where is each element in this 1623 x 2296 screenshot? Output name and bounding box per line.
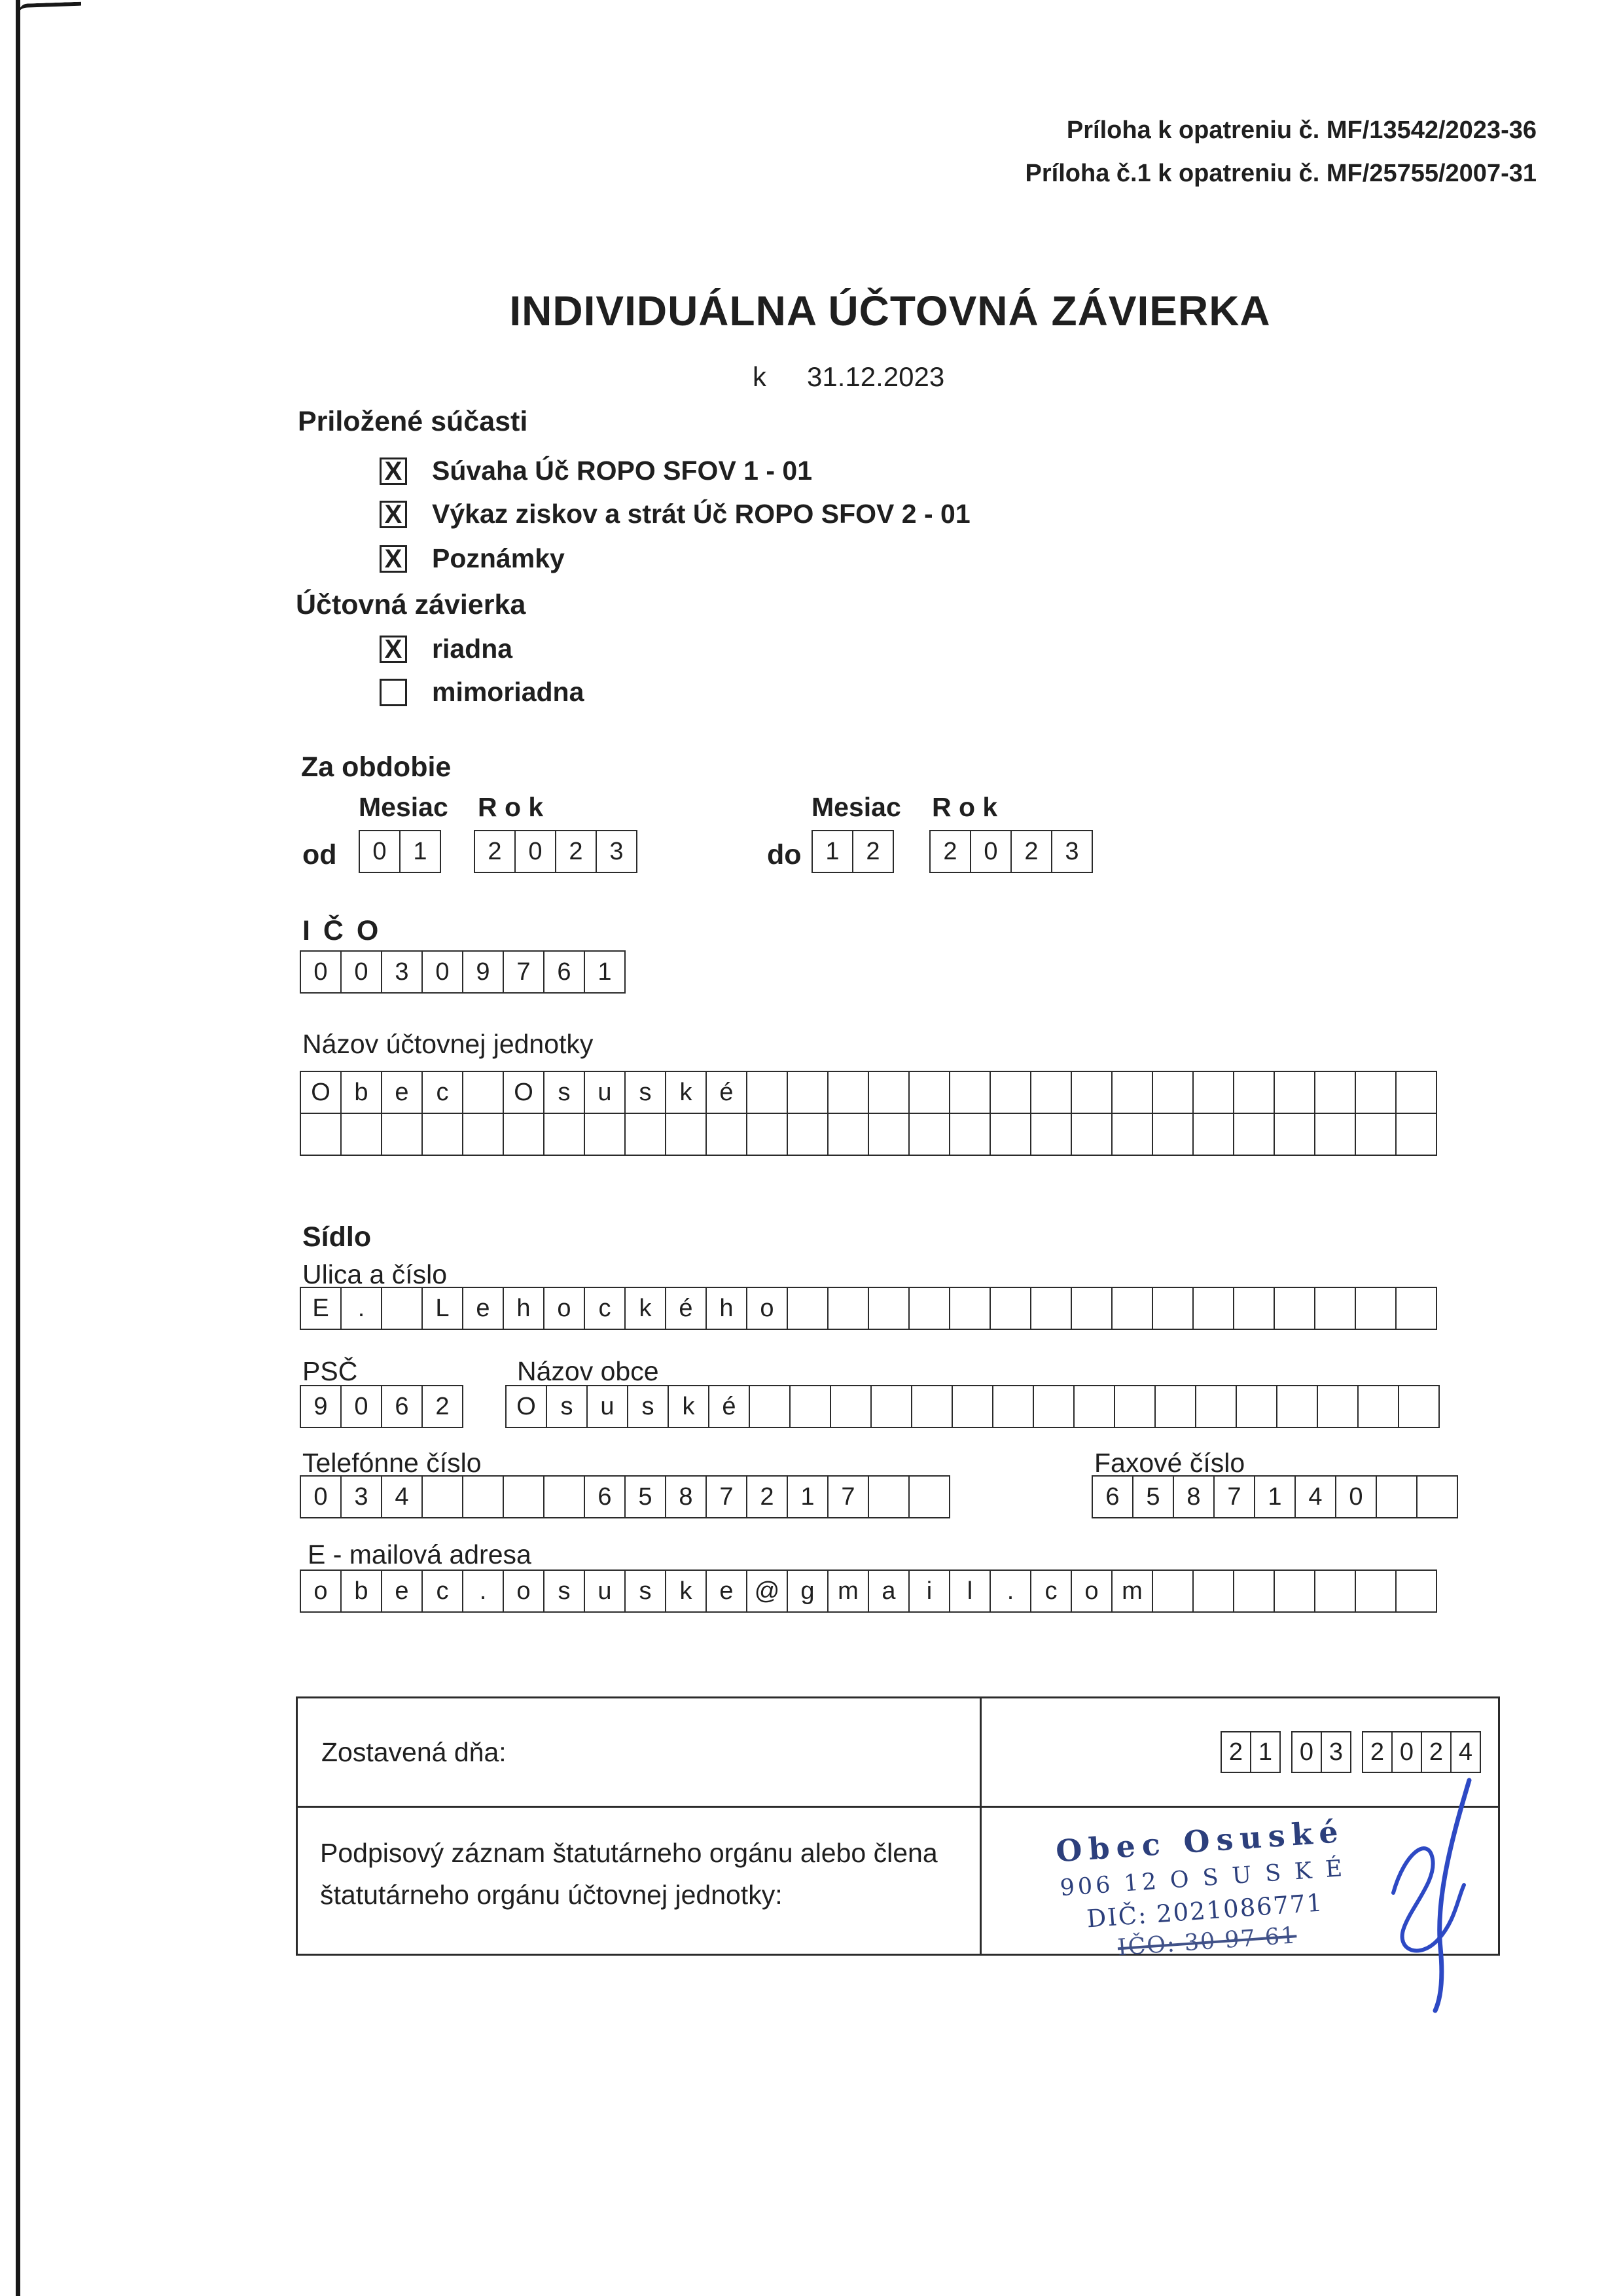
phone-label: Telefónne číslo	[302, 1448, 482, 1478]
to-year-label: R o k	[932, 792, 998, 822]
compiled-day-cells: 2 1	[1222, 1731, 1281, 1773]
stamp-line-1: Obec Osuské	[1054, 1813, 1346, 1869]
period-heading: Za obdobie	[301, 751, 452, 783]
signature-stroke-loop	[1393, 1848, 1464, 1950]
attachments-heading: Priložené súčasti	[298, 406, 528, 437]
to-year-cells: 2 0 2 3	[929, 830, 1093, 873]
attachment-poznamky-label: Poznámky	[432, 543, 565, 573]
to-month-boxes	[812, 830, 894, 873]
town-grid	[505, 1385, 1440, 1428]
attachment-suvaha-label: Súvaha Úč ROPO SFOV 1 - 01	[432, 456, 813, 486]
signature-table	[296, 1696, 1500, 1962]
compiled-month-cells: 0 3	[1293, 1731, 1351, 1773]
to-month-label: Mesiac	[812, 792, 901, 822]
date-prefix: k	[753, 361, 766, 392]
scan-edge-artifact	[16, 0, 20, 2296]
from-month-boxes	[359, 830, 441, 873]
to-label: do	[767, 839, 802, 870]
compiled-date-label: Zostavená dňa:	[321, 1736, 507, 1767]
compiled-year-cells: 2 0 2 4	[1363, 1731, 1481, 1773]
entity-name-grid	[300, 1071, 1437, 1156]
phone-cells: 0 3 4 6 5 8 7 2 1 7	[300, 1475, 950, 1518]
stamp-line-2: 906 12 O S U S K É	[1059, 1855, 1347, 1902]
checkbox-vykaz: X	[380, 501, 407, 528]
ico-cells: 0 0 3 0 9 7 6 1	[300, 950, 626, 994]
from-month-cells: 0 1	[359, 830, 441, 873]
checkbox-poznamky: X	[380, 545, 407, 573]
checkbox-mimoriadna	[380, 679, 407, 706]
municipality-stamp	[1055, 1814, 1353, 1965]
from-year-boxes	[474, 830, 637, 873]
town-label: Názov obce	[517, 1356, 659, 1386]
closing-mimoriadna	[380, 677, 584, 708]
closing-riadna	[380, 634, 512, 664]
psc-label: PSČ	[302, 1356, 358, 1386]
to-year-boxes	[929, 830, 1093, 873]
stamp-line-3: DIČ: 2021086771	[1086, 1888, 1325, 1933]
closing-riadna-label: riadna	[432, 634, 513, 664]
regulation-references	[1026, 109, 1537, 195]
regulation-reference-2: Príloha č.1 k opatreniu č. MF/25755/2007-31	[1025, 160, 1537, 187]
fax-cells: 6 5 8 7 1 4 0	[1092, 1475, 1458, 1518]
sidlo-heading: Sídlo	[302, 1221, 372, 1253]
town-cells: O s u s k é	[505, 1385, 1440, 1428]
attachment-poznamky	[380, 543, 565, 574]
from-label: od	[302, 839, 337, 870]
street-label: Ulica a číslo	[302, 1259, 448, 1289]
fax-grid	[1092, 1475, 1458, 1518]
from-year-cells: 2 0 2 3	[474, 830, 637, 873]
fax-label: Faxové číslo	[1094, 1448, 1245, 1478]
from-year-label: R o k	[478, 792, 544, 822]
attachment-vykaz-label: Výkaz ziskov a strát Úč ROPO SFOV 2 - 01	[432, 499, 971, 529]
entity-name-row-2	[300, 1113, 1437, 1156]
scan-corner-artifact	[18, 2, 82, 34]
statement-date: 31.12.2023	[807, 361, 945, 392]
statement-date-line	[753, 361, 944, 393]
street-grid	[300, 1287, 1437, 1330]
checkbox-riadna: X	[380, 636, 407, 663]
form-title: INDIVIDUÁLNA ÚČTOVNÁ ZÁVIERKA	[509, 287, 1271, 334]
email-cells: o b e c . o s u s k e @ g m a i l . c o m	[300, 1570, 1437, 1613]
signature-statement-label: Podpisový záznam štatutárneho orgánu alebo člena štatutárneho orgánu účtovnej jednotky:	[298, 1806, 980, 1954]
psc-cells: 9 0 6 2	[300, 1385, 463, 1428]
attachment-vykaz	[380, 499, 971, 529]
entity-name-label: Názov účtovnej jednotky	[302, 1029, 594, 1059]
closing-type-heading: Účtovná závierka	[296, 589, 526, 620]
ico-boxes	[300, 950, 626, 994]
psc-grid	[300, 1385, 463, 1428]
email-grid	[300, 1570, 1437, 1613]
signature-area	[980, 1806, 1498, 1962]
entity-name-row-1: O b e c O s u s k é	[300, 1071, 1437, 1114]
checkbox-suvaha: X	[380, 457, 407, 485]
to-month-cells: 1 2	[812, 830, 894, 873]
street-cells: E . L e h o c k é h o	[300, 1287, 1437, 1330]
ico-heading: I Č O	[302, 915, 382, 946]
signature-stroke-main	[1435, 1780, 1469, 2011]
closing-mimoriadna-label: mimoriadna	[432, 677, 584, 707]
attachment-suvaha	[380, 456, 812, 486]
regulation-reference-1: Príloha k opatreniu č. MF/13542/2023-36	[1066, 117, 1537, 144]
phone-grid	[300, 1475, 950, 1518]
signature-ink	[1364, 1771, 1515, 2020]
from-month-label: Mesiac	[359, 792, 448, 822]
stamp-line-4: IČO: 30 97 61	[1116, 1922, 1298, 1962]
email-label: E - mailová adresa	[308, 1539, 531, 1570]
